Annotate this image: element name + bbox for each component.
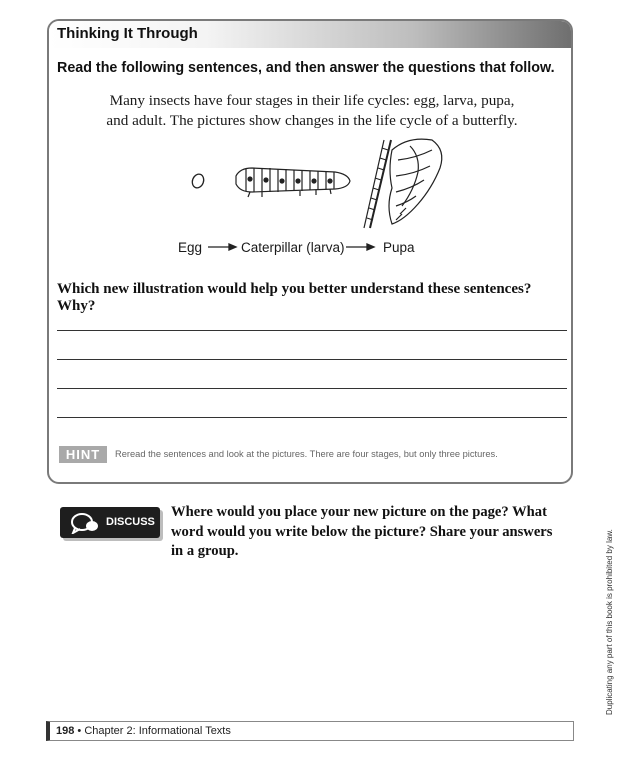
page-footer: [46, 721, 574, 741]
discuss-line: in a group.: [171, 543, 239, 559]
page-number: 198: [56, 725, 75, 737]
passage: [69, 91, 555, 131]
discuss-label: DISCUSS: [106, 516, 155, 528]
answer-line[interactable]: [57, 417, 567, 418]
footer-separator: •: [74, 725, 85, 737]
answer-line[interactable]: [57, 359, 567, 360]
passage-line: Many insects have four stages in their life cycles: egg, larva, pupa,: [109, 92, 515, 109]
copyright-notice: Duplicating any part of this book is prohibited by law.: [605, 529, 614, 715]
panel-title: Thinking It Through: [57, 25, 198, 42]
discuss-prompt: [171, 503, 561, 562]
hint-text: Reread the sentences and look at the pictures. There are four stages, but only three pictures.: [115, 449, 498, 459]
instruction-text: Read the following sentences, and then answer the questions that follow.: [57, 60, 555, 76]
stage-label-caterpillar: Caterpillar (larva): [241, 240, 345, 255]
chapter-title: Chapter 2: Informational Texts: [84, 725, 231, 737]
passage-line: and adult. The pictures show changes in the life cycle of a butterfly.: [106, 112, 518, 129]
discuss-line: word would you write below the picture? Share your answers: [171, 523, 553, 540]
stage-label-pupa: Pupa: [383, 240, 415, 255]
speech-bubble-icon: [70, 512, 100, 534]
answer-line[interactable]: [57, 330, 567, 331]
answer-line[interactable]: [57, 388, 567, 389]
hint-tag: HINT: [59, 446, 107, 463]
discuss-badge: [60, 507, 160, 538]
discuss-line: Where would you place your new picture on the page? What: [171, 504, 547, 520]
stage-label-egg: Egg: [178, 240, 203, 255]
question-text: Which new illustration would help you better understand these sentences? Why?: [57, 281, 532, 314]
